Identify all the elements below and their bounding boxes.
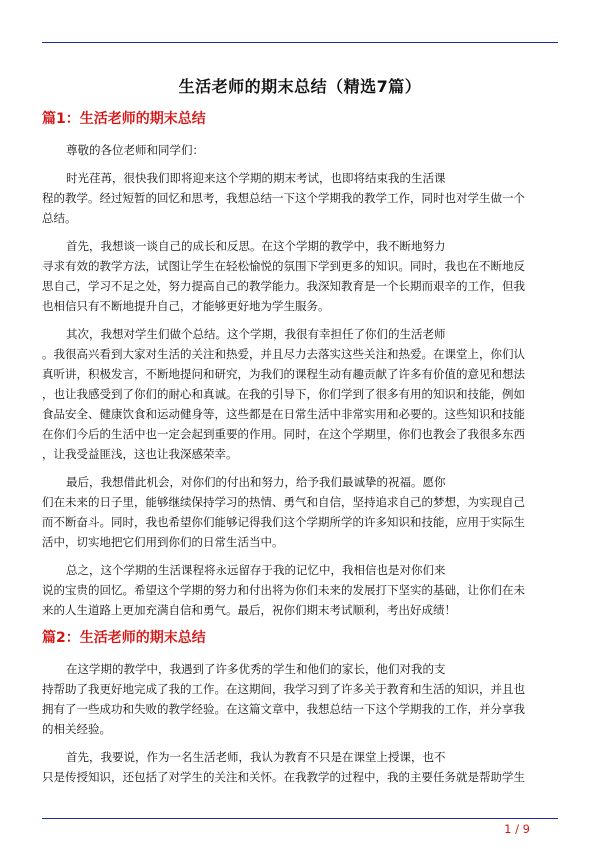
text-line: 真听讲，积极发言，不断地提问和研究，为我们的课程生动有趣贡献了许多有价值的意见和想法: [42, 367, 525, 381]
text-line: 程的教学。经过短暂的回忆和思考，我想总结一下这个学期我的教学工作，同时也对学生做一个: [42, 191, 525, 205]
text-line: 来的人生道路上更加充满自信和勇气。最后，祝你们期末考试顺利，考出好成绩！: [42, 603, 456, 617]
text-line: 时光荏苒，很快我们即将迎来这个学期的期末考试，也即将结束我的生活课: [66, 171, 446, 185]
paragraph: [42, 560, 558, 620]
paragraph: [42, 168, 558, 228]
text-line: 首先，我想谈一谈自己的成长和反思。在这个学期的教学中，我不断地努力: [66, 239, 446, 253]
top-rule: [42, 42, 558, 43]
bottom-rule: [42, 818, 558, 819]
text-line: 思自己，学习不足之处，努力提高自己的教学能力。我深知教育是一个长期而艰辛的工作，但我: [42, 279, 525, 293]
text-line: 食品安全、健康饮食和运动健身等，这些都是在日常生活中非常实用和必要的。这些知识和技能: [42, 407, 525, 421]
document-title: 生活老师的期末总结（精选7篇）: [178, 77, 422, 96]
text-line: 拥有了一些成功和失败的教学经验。在这篇文章中，我想总结一下这个学期我的工作，并分享我: [42, 702, 525, 716]
document-body: [42, 109, 558, 795]
text-line: 总结。: [42, 211, 77, 225]
paragraph: [42, 472, 558, 552]
page-indicator: 1 / 9: [504, 822, 530, 836]
paragraph: [42, 236, 558, 316]
text-line: 的相关经验。: [42, 722, 111, 736]
paragraph: [42, 324, 558, 464]
text-line: 首先，我要说，作为一名生活老师，我认为教育不只是在课堂上授课，也不: [66, 750, 446, 764]
text-line: 而不断奋斗。同时，我也希望你们能够记得我们这个学期所学的许多知识和技能，应用于实际生: [42, 515, 525, 529]
text-line: 在你们今后的生活中也一定会起到重要的作用。同时，在这个学期里，你们也教会了我很多东西: [42, 427, 525, 441]
section-heading: 篇2：生活老师的期末总结: [42, 630, 206, 646]
text-line: 也相信只有不断地提升自己，才能够更好地为学生服务。: [42, 299, 330, 313]
text-line: 总之，这个学期的生活课程将永远留存于我的记忆中，我相信也是对你们来: [66, 563, 446, 577]
text-line: 其次，我想对学生们做个总结。这个学期，我很有幸担任了你们的生活老师: [66, 327, 446, 341]
text-line: ，也让我感受到了你们的耐心和真诚。在我的引导下，你们学到了很多有用的知识和技能，例如: [42, 387, 525, 401]
section-heading: 篇1：生活老师的期末总结: [42, 111, 206, 127]
text-line: 活中，切实地把它们用到你们的日常生活当中。: [42, 535, 284, 549]
text-line: 说的宝贵的回忆。希望这个学期的努力和付出将为你们未来的发展打下坚实的基础，让你们在未: [42, 583, 525, 597]
text-line: 在这学期的教学中，我遇到了许多优秀的学生和他们的家长，他们对我的支: [66, 662, 446, 676]
text-line: 寻求有效的教学方法，试图让学生在轻松愉悦的氛围下学到更多的知识。同时，我也在不断地反: [42, 259, 525, 273]
text-line: 持帮助了我更好地完成了我的工作。在这期间，我学习到了许多关于教育和生活的知识，并且也: [42, 682, 525, 696]
paragraph: [42, 140, 558, 160]
text-line: 。我很高兴看到大家对生活的关注和热爱，并且尽力去落实这些关注和热爱。在课堂上，你们认: [42, 347, 525, 361]
paragraph: [42, 747, 558, 787]
text-line: 们在未来的日子里，能够继续保持学习的热情、勇气和自信，坚持追求自己的梦想，为实现自己: [42, 495, 525, 509]
text-line: 最后，我想借此机会，对你们的付出和努力，给予我们最诚挚的祝福。愿你: [66, 475, 446, 489]
text-line: ，让我受益匪浅，这也让我深感荣幸。: [42, 447, 238, 461]
text-line: 尊敬的各位老师和同学们：: [66, 143, 204, 157]
paragraph: [42, 659, 558, 739]
text-line: 只是传授知识，还包括了对学生的关注和关怀。在我教学的过程中，我的主要任务就是帮助学生: [42, 770, 525, 784]
